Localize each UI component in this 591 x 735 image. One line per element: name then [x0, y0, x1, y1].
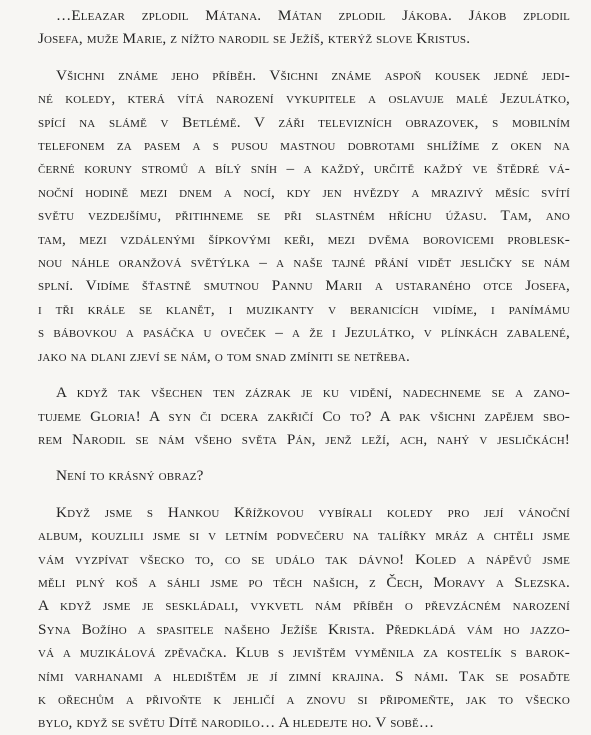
text-line: tujeme Gloria! A syn či dcera zakřičí Co to? A pak všichni zapějem sbo- — [38, 407, 570, 425]
text-line: Josefa, muže Marie, z nížto narodil se Ježíš, kterýž slove Kristus. — [38, 30, 471, 48]
text-line: spící na slámě v Betlémě. V záři televizních obrazovek, s mobilním — [38, 113, 570, 131]
text-line: tam, mezi vzdálenými šípkovými keři, mezi dvěma borovicemi problesk- — [38, 230, 570, 248]
text-line: s bábovkou a pasáčka u oveček – a že i Jezulátko, v plínkách zabalené, — [38, 324, 570, 342]
booklet-text-page — [20, 4, 570, 732]
text-line: světu vezdejšímu, přitihneme se při slastném hříchu úžasu. Tam, ano — [38, 207, 570, 225]
text-line: ními varhanami a hledištěm je jí zimní krajina. S námi. Tak se posaďte — [38, 667, 570, 685]
text-line: Není to krásný obraz? — [56, 467, 204, 485]
text-line: né koledy, která vítá narození vykupitele a oslavuje malé Jezulátko, — [38, 90, 570, 108]
text-line: A když tak všechen ten zázrak je ku vidění, nadechneme se a zano- — [56, 384, 570, 402]
paragraph-story — [20, 64, 570, 368]
text-line: Když jsme s Hankou Křížkovou vybírali koledy pro její vánoční — [56, 503, 570, 521]
text-line: nou náhle oranžová světýlka – a naše tajné přání vidět jesličky se nám — [38, 254, 570, 272]
text-line: vám vyzpívat všecko to, co se událo tak dávno! Koled a nápěvů jsme — [38, 550, 570, 568]
paragraph-genealogy — [20, 4, 570, 51]
text-line: telefonem za pasem a s pusou mastnou dobrotami shlížíme z oken na — [38, 137, 570, 155]
text-line: …Eleazar zplodil Mátana. Mátan zplodil Jákoba. Jákob zplodil — [56, 7, 570, 24]
text-line: album, kouzlili jsme si v letním podvečeru na talířky mráz a chtěli jsme — [38, 527, 570, 545]
text-line: bylo, když se světu Dítě narodilo… A hledejte ho. V sobě… — [38, 714, 435, 732]
text-line: černé koruny stromů a bílý sníh – a každý, určitě každý ve štědré vá- — [38, 160, 570, 178]
text-line: splní. Vidíme šťastně smutnou Pannu Marii a ustaraného otce Josefa, — [38, 277, 570, 295]
paragraph-gloria — [20, 381, 570, 451]
text-line: Všichni známe jeho příběh. Všichni známe aspoň kousek jedné jedi- — [56, 66, 570, 84]
text-line: vá a muzikálová zpěvačka. Klub s jevištěm vyměnila za kostelík s barok- — [38, 644, 570, 662]
text-line: k ořechům a přivoňte k jehličí a znovu si připomeňte, jak to všecko — [38, 690, 570, 708]
text-line: noční hodině mezi dnem a nocí, kdy jen hvězdy a mrazivý měsíc svítí — [38, 183, 570, 201]
text-line: i tři krále se klanět, i muzikanty v beranicích vidíme, i panímámu — [38, 300, 570, 318]
paragraph-album — [20, 501, 570, 735]
text-line: měli plný koš a sáhli jsme po těch našich, z Čech, Moravy a Slezska. — [38, 573, 570, 591]
text-line: A když jsme je seskládali, vykvetl nám příběh o převzácném narození — [38, 597, 570, 615]
paragraph-question — [20, 464, 570, 487]
text-line: rem Narodil se nám všeho světa Pán, jenž leží, ach, nahý v jesličkách! — [38, 430, 570, 448]
text-line: jako na dlani zjeví se nám, o tom snad zmíniti se netřeba. — [38, 347, 410, 365]
text-line: Syna Božího a spasitele našeho Ježíše Krista. Předkládá vám ho jazzo- — [38, 620, 570, 638]
